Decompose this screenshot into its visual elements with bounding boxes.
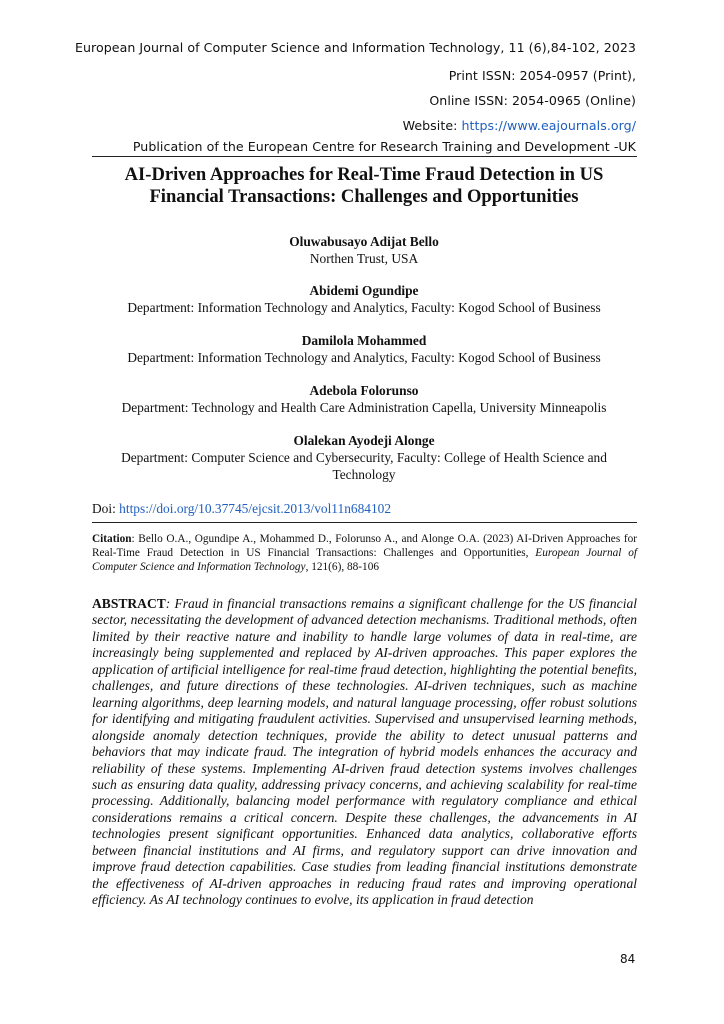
citation-text: : Bello O.A., Ogundipe A., Mohammed D., Folorunso A., and Alonge O.A. (2023) AI-Driven Approaches for Real-Time Fraud Detection in US Financial Transactions: Challenges and Opportunities,	[92, 533, 637, 559]
author-affiliation-line-2: Technology	[332, 467, 396, 482]
author-affiliation-line-1: Department: Computer Science and Cybersecurity, Faculty: College of Health Science and	[121, 450, 607, 465]
author-affiliation: Department: Technology and Health Care Administration Capella, University Minneapolis	[121, 400, 607, 415]
abstract-label: ABSTRACT	[92, 596, 166, 611]
journal-citation-line: European Journal of Computer Science and Information Technology, 11 (6),84-102, 2023	[74, 40, 636, 55]
doi-rule	[92, 522, 637, 523]
header-rule	[92, 156, 637, 157]
abstract-text: : Fraud in financial transactions remains a significant challenge for the US financial sector, necessitating the development of advanced detection mechanisms. Traditional methods, often limited by their reactive nature and inability to handle large volumes of data in real-time, are increasingly being supplemented and replaced by AI-driven approaches. This paper explores the application of artificial intelligence for real-time fraud detection, highlighting the potential benefits, challenges, and future directions of these technologies. AI-driven techniques, such as machine learning algorithms, deep learning models, and natural language processing, offer robust solutions for identifying and mitigating fraudulent activities. Supervised and unsupervised learning methods, alongside anomaly detection techniques, provide the ability to detect unusual patterns and behaviors that may indicate fraud. The integration of hybrid models enhances the accuracy and reliability of these systems. Implementing AI-driven fraud detection systems involves challenges such as ensuring data quality, addressing privacy concerns, and achieving scalability for real-time processing. Additionally, balancing model performance with regulatory compliance and ethical considerations remains a critical concern. Despite these challenges, the advancements in AI technologies present significant opportunities. Enhanced data analytics, collaborative efforts between financial institutions and AI firms, and regulatory support can drive innovation and improve fraud detection capabilities. Case studies from leading financial institutions demonstrate the effectiveness of AI-driven approaches in reducing fraud rates and improving operational efficiency. As AI technology continues to evolve, its application in fraud detection	[92, 596, 637, 908]
doi-label: Doi:	[92, 501, 120, 516]
online-issn: Online ISSN: 2054-0965 (Online)	[429, 93, 636, 108]
author-block-4	[80, 382, 648, 416]
doi-link[interactable]: https://doi.org/10.37745/ejcsit.2013/vol11n684102	[119, 501, 392, 516]
website-line	[403, 118, 636, 133]
website-label: Website:	[402, 118, 462, 133]
author-affiliation: Department: Information Technology and Analytics, Faculty: Kogod School of Business	[127, 300, 601, 315]
author-block-1	[80, 233, 648, 267]
author-block-2	[80, 282, 648, 316]
title-line-1: AI-Driven Approaches for Real-Time Fraud Detection in US	[124, 164, 604, 185]
citation-journal: European Journal of Computer Science and Information Technology	[92, 547, 637, 573]
author-affiliation: Department: Information Technology and Analytics, Faculty: Kogod School of Business	[127, 350, 601, 365]
citation-label: Citation	[92, 533, 132, 545]
author-name: Abidemi Ogundipe	[309, 283, 419, 298]
author-name: Oluwabusayo Adijat Bello	[289, 234, 439, 249]
author-name: Adebola Folorunso	[309, 383, 419, 398]
author-name: Damilola Mohammed	[301, 333, 427, 348]
publisher-line: Publication of the European Centre for Research Training and Development -UK	[132, 139, 636, 154]
paper-title	[90, 164, 638, 208]
author-name: Olalekan Ayodeji Alonge	[293, 433, 435, 448]
page-number: 84	[620, 952, 636, 966]
title-line-2: Financial Transactions: Challenges and Opportunities	[149, 186, 579, 207]
doi-line	[92, 501, 391, 517]
author-block-3	[80, 332, 648, 366]
citation-volume: , 121(6), 88-106	[305, 561, 379, 573]
author-affiliation: Northen Trust, USA	[309, 251, 419, 266]
print-issn: Print ISSN: 2054-0957 (Print),	[448, 68, 636, 83]
author-block-5	[80, 432, 648, 483]
citation-block	[92, 532, 637, 574]
website-link[interactable]: https://www.eajournals.org/	[461, 118, 636, 133]
abstract-block	[92, 596, 637, 909]
